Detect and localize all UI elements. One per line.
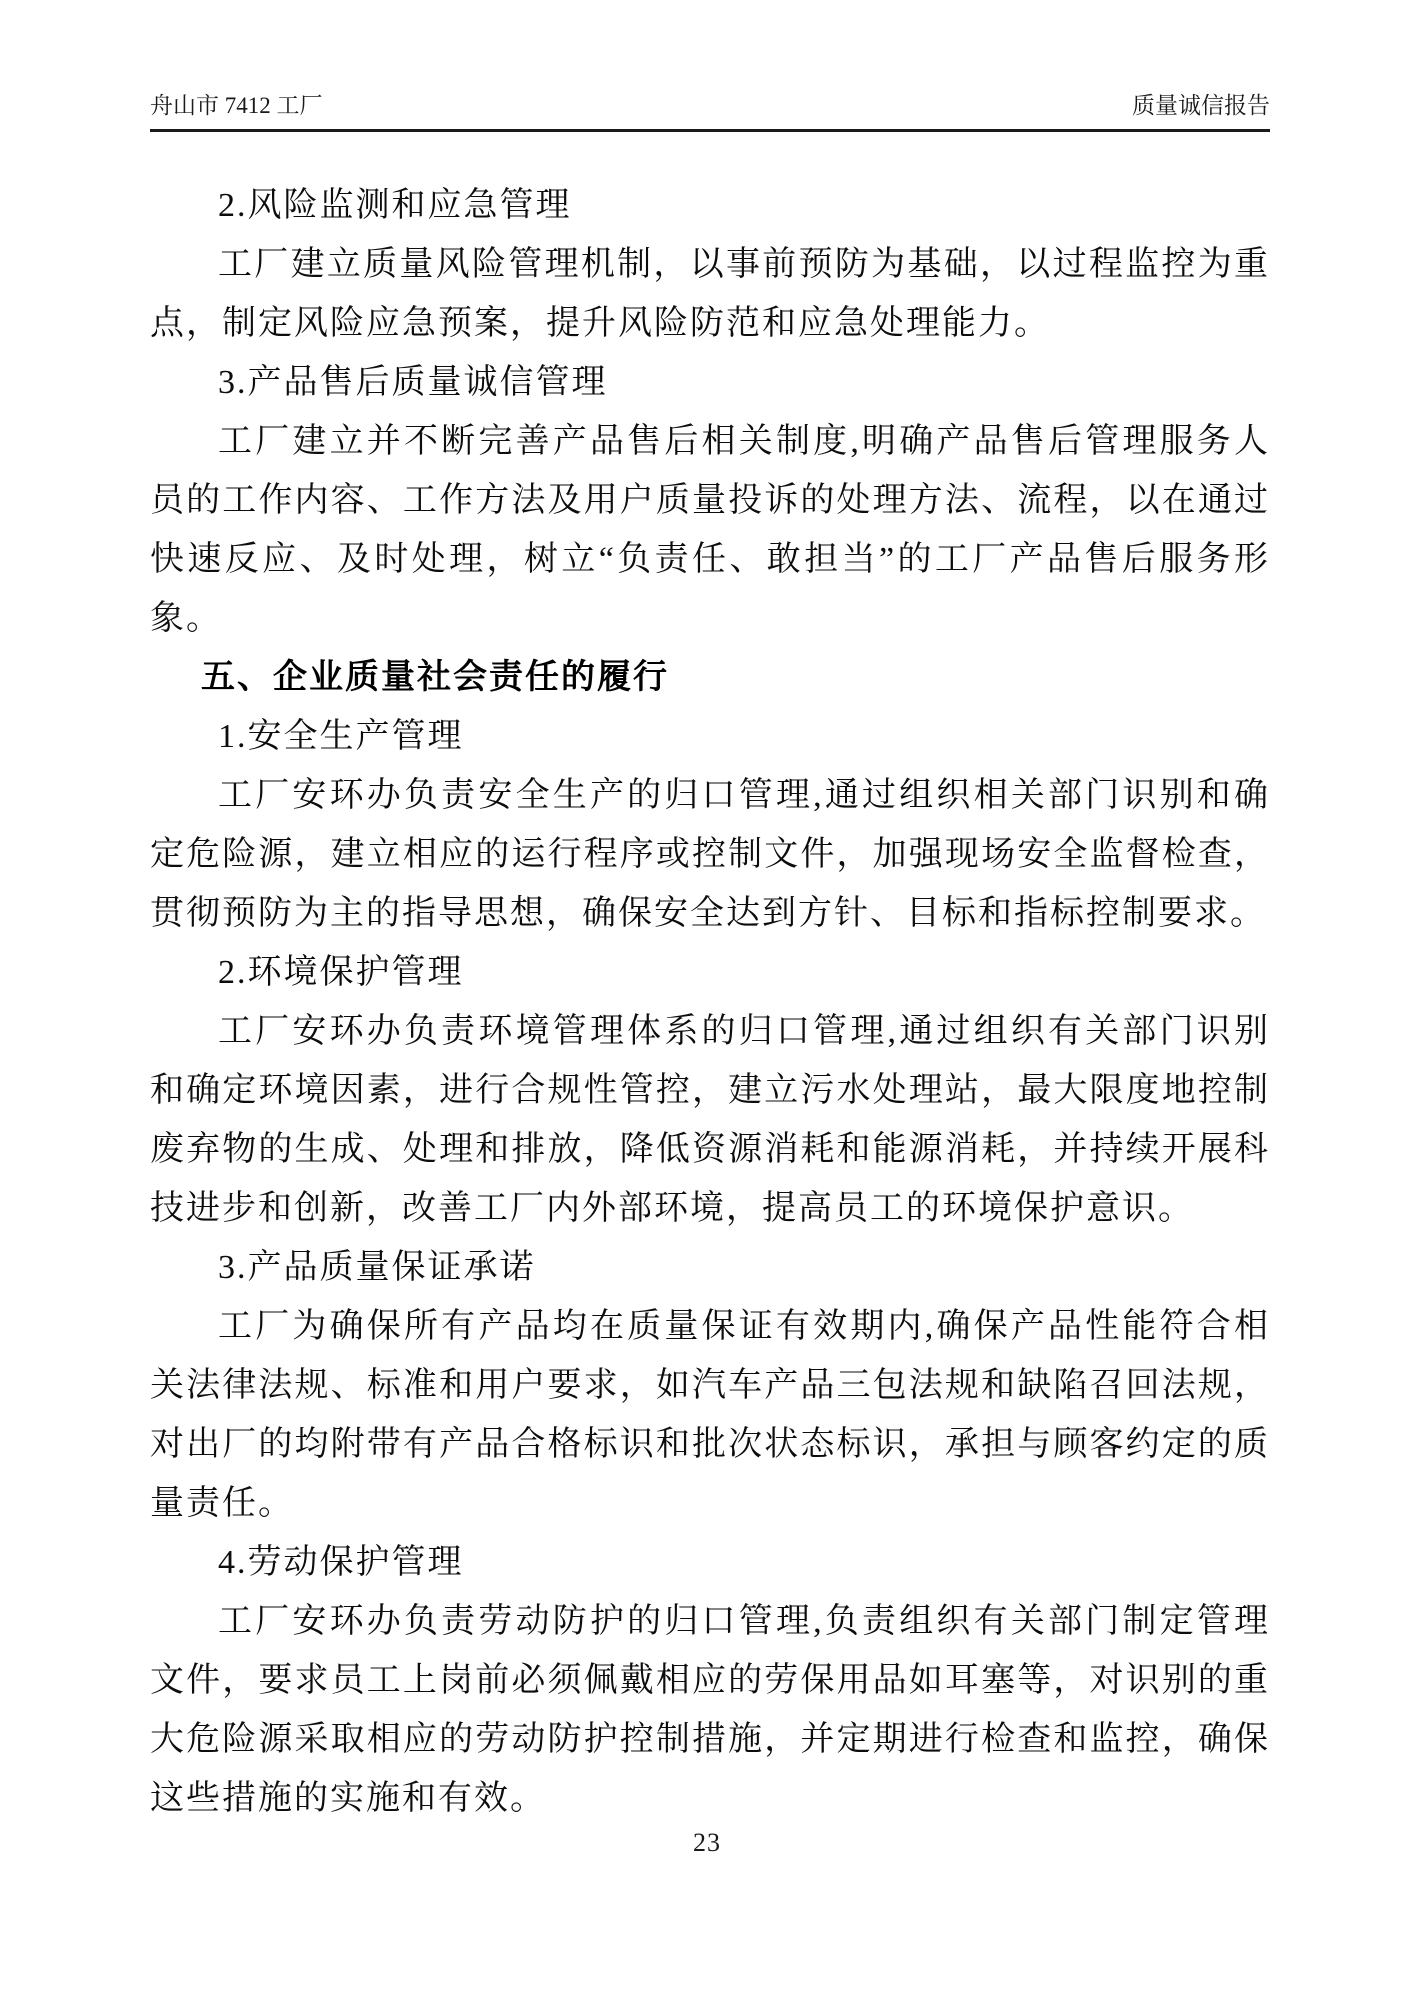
section-subheading: 2.环境保护管理 [218,954,464,991]
body-paragraph: 工厂为确保所有产品均在质量保证有效期内,确保产品性能符合相关法律法规、标准和用户要求，如汽车产品三包法规和缺陷召回法规，对出厂的均附带有产品合格标识和批次状态标识，承担与顾客约定的质量责任。 [150,1308,1270,1522]
page-number: 23 [693,1828,721,1857]
body-paragraph: 工厂安环办负责环境管理体系的归口管理,通过组织有关部门识别和确定环境因素，进行合规性管控，建立污水处理站，最大限度地控制废弃物的生成、处理和排放，降低资源消耗和能源消耗，并持续开展科技进步和创新，改善工厂内外部环境，提高员工的环境保护意识。 [150,1013,1270,1227]
body-paragraph: 工厂建立并不断完善产品售后相关制度,明确产品售后管理服务人员的工作内容、工作方法及用户质量投诉的处理方法、流程，以在通过快速反应、及时处理，树立“负责任、敢担当”的工厂产品售后服务形象。 [150,423,1270,637]
document-body [150,176,1270,1828]
header-company-name: 舟山市 7412 工厂 [150,93,323,118]
body-paragraph: 工厂安环办负责安全生产的归口管理,通过组织相关部门识别和确定危险源，建立相应的运行程序或控制文件，加强现场安全监督检查，贯彻预防为主的指导思想，确保安全达到方针、目标和指标控制要求。 [150,777,1270,932]
body-paragraph: 工厂安环办负责劳动防护的归口管理,负责组织有关部门制定管理文件，要求员工上岗前必须佩戴相应的劳保用品如耳塞等，对识别的重大危险源采取相应的劳动防护控制措施，并定期进行检查和监控，确保这些措施的实施和有效。 [150,1603,1270,1817]
section-subheading: 1.安全生产管理 [218,718,464,755]
section-heading: 五、企业质量社会责任的履行 [201,658,669,696]
header-report-title: 质量诚信报告 [1132,93,1270,118]
page-header [150,92,1270,132]
section-subheading: 4.劳动保护管理 [218,1544,464,1581]
section-subheading: 3.产品质量保证承诺 [218,1249,536,1286]
section-subheading: 2.风险监测和应急管理 [218,187,572,224]
body-paragraph: 工厂建立质量风险管理机制，以事前预防为基础，以过程监控为重点，制定风险应急预案，提升风险防范和应急处理能力。 [150,246,1270,342]
section-subheading: 3.产品售后质量诚信管理 [218,364,608,401]
